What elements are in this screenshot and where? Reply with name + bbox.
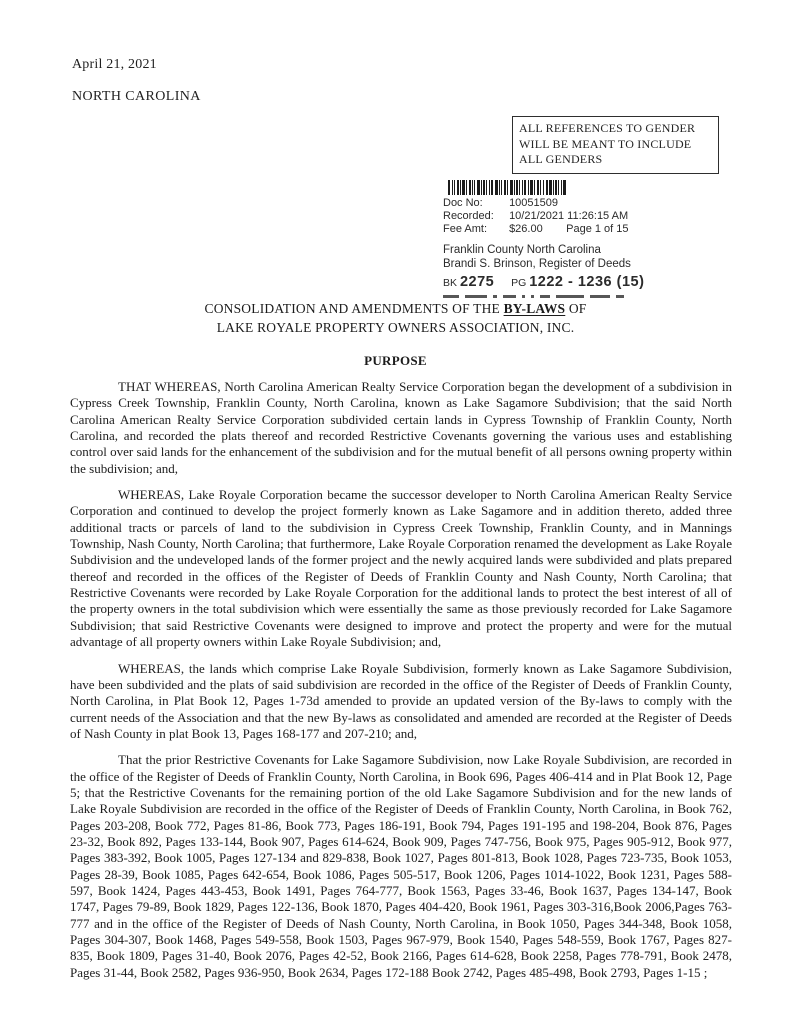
title-line-1 bbox=[0, 300, 791, 319]
recorded-value: 10/21/2021 11:26:15 AM bbox=[509, 210, 629, 222]
recorded-label: Recorded: bbox=[443, 210, 494, 222]
strike-marks bbox=[443, 295, 733, 298]
pg-label: PG bbox=[511, 277, 527, 289]
title-line1-pre: CONSOLIDATION AND AMENDMENTS OF THE bbox=[204, 301, 504, 316]
paragraph-whereas-2: WHEREAS, Lake Royale Corporation became the successor developer to North Carolina American Realty Service Corporation and continued to develop the project formerly known as Lake Sagamore and in addition thereto, added three additional tracts or parcels of land to the subdivision in Cypress Creek Township, Franklin County, and in Mannings Township, Nash County, North Carolina; that furthermore, Lake Royale Corporation renamed the development as Lake Royale Subdivision and the undeveloped lands of the former project and the newly acquired lands were subdivided and plats prepared thereof and recorded in the offices of the Register of Deeds of Franklin County and Nash County, North Carolina; that Restrictive Covenants were recorded by Lake Royale Corporation for the additional lands to protect the best interest of all of the property owners in the total subdivision which were essentially the same as those previously recorded for Lake Sagamore Subdivision; that said Restrictive Covenants were designed to improve and protect the property and were for the mutual advantage of all property owners within Lake Royale Subdivision; and, bbox=[70, 487, 732, 650]
title-line1-post: OF bbox=[565, 301, 587, 316]
document-date: April 21, 2021 bbox=[72, 57, 157, 72]
title-line1-bylaws: BY-LAWS bbox=[503, 301, 566, 316]
doc-no-value: 10051509 bbox=[509, 197, 559, 209]
gender-notice-text: ALL REFERENCES TO GENDER WILL BE MEANT TO INCLUDE ALL GENDERS bbox=[519, 121, 696, 166]
barcode-icon bbox=[448, 180, 566, 195]
fee-label: Fee Amt: bbox=[443, 223, 488, 235]
recording-stamp bbox=[443, 180, 733, 298]
page-info: Page 1 of 15 bbox=[566, 223, 629, 235]
stamp-fee-row bbox=[443, 223, 733, 236]
purpose-heading: PURPOSE bbox=[364, 353, 427, 368]
fee-value: $26.00 bbox=[509, 223, 543, 235]
doc-no-label: Doc No: bbox=[443, 197, 483, 209]
document-state: NORTH CAROLINA bbox=[72, 89, 201, 104]
paragraph-covenants-books: That the prior Restrictive Covenants for Lake Sagamore Subdivision, now Lake Royale Subdivision, are recorded in the office of the Register of Deeds of Franklin County, North Carolina, in Book 696, Pages 406-414 and in Plat Book 12, Page 5; that the Restrictive Covenants for the remaining portion of the old Lake Sagamore Subdivision and for the new lands of Lake Royale Subdivision are recorded in the office of the Register of Deeds of Franklin County, North Carolina, in Book 762, Pages 203-208, Book 772, Pages 81-86, Book 773, Pages 186-191, Book 794, Pages 191-195 and 198-204, Book 876, Pages 23-32, Book 892, Pages 133-144, Book 907, Pages 614-624, Book 909, Pages 747-756, Book 975, Pages 905-912, Book 977, Pages 383-392, Book 1005, Pages 127-134 and 829-838, Book 1027, Pages 801-813, Book 1028, Pages 723-735, Book 1053, Pages 28-39, Book 1085, Pages 642-654, Book 1086, Pages 505-517, Book 1206, Pages 1014-1022, Book 1231, Pages 588-597, Book 1424, Pages 443-453, Book 1491, Pages 764-777, Book 1563, Pages 33-46, Book 1637, Pages 134-147, Book 1747, Pages 79-89, Book 1829, Pages 122-136, Book 1870, Pages 404-420, Book 1961, Pages 303-316,Book 2006,Pages 763-777 and in the office of the Register of Deeds of Nash County, North Carolina, in Book 1050, Pages 344-348, Book 1058, Pages 304-307, Book 1468, Pages 549-558, Book 1503, Pages 967-979, Book 1540, Pages 548-559, Book 1767, Pages 827-835, Book 1809, Pages 31-40, Book 2076, Pages 42-52, Book 2166, Pages 614-628, Book 2258, Pages 778-791, Book 2478, Pages 31-44, Book 2582, Pages 936-950, Book 2634, Pages 172-188 Book 2742, Pages 485-498, Book 2793, Pages 1-15 ; bbox=[70, 752, 732, 980]
stamp-county-block bbox=[443, 244, 733, 271]
pg-value: 1222 - 1236 (15) bbox=[529, 274, 645, 290]
stamp-book-page-row bbox=[443, 274, 733, 291]
paragraph-whereas-3: WHEREAS, the lands which comprise Lake Royale Subdivision, formerly known as Lake Sagamore Subdivision, have been subdivided and the plats of said subdivision are recorded in the office of the Register of Deeds of Franklin County, North Carolina, in Plat Book 12, Pages 1-73d amended to provide an updated version of the By-laws to comply with the current needs of the Association and that the new By-laws as consolidated and amended are recorded at the Register of Deeds of Nash County in plat Book 13, Pages 168-177 and 207-210; and, bbox=[70, 660, 732, 741]
document-body bbox=[70, 379, 732, 991]
bk-label: BK bbox=[443, 277, 458, 289]
bk-value: 2275 bbox=[459, 274, 495, 290]
stamp-doc-no-row bbox=[443, 197, 733, 210]
stamp-recorded-row bbox=[443, 210, 733, 223]
title-line-2: LAKE ROYALE PROPERTY OWNERS ASSOCIATION, INC. bbox=[216, 319, 575, 335]
document-title bbox=[0, 300, 791, 337]
register-line: Brandi S. Brinson, Register of Deeds bbox=[443, 257, 631, 270]
paragraph-whereas-1: THAT WHEREAS, North Carolina American Realty Service Corporation began the development of a subdivision in Cypress Creek Township, Franklin County, North Carolina, known as Lake Sagamore Subdivision; that the said North Carolina American Realty Service Corporation subdivided certain lands in Cypress Township of Franklin County, North Carolina, and recorded the plats thereof and recorded Restrictive Covenants governing the various uses and establishing control over said lands for the enhancement of the subdivision and for the mutual benefit of all persons owning property within the subdivision; and, bbox=[70, 379, 732, 476]
county-line: Franklin County North Carolina bbox=[443, 244, 601, 256]
gender-notice-box bbox=[512, 116, 719, 174]
